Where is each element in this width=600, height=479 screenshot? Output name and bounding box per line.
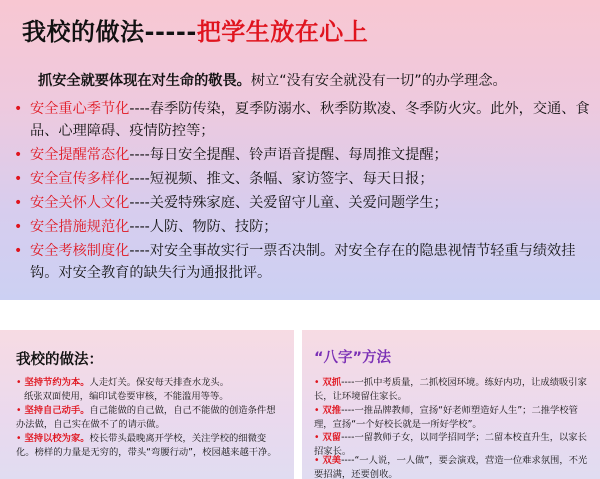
item-key: 安全关怀人文化 bbox=[30, 195, 130, 211]
list-item bbox=[314, 454, 594, 479]
item-key: 安全考核制度化 bbox=[30, 243, 130, 259]
list-item bbox=[314, 376, 594, 403]
item-key: 坚持节约为本。 bbox=[24, 377, 90, 388]
bullet-dot-icon: • bbox=[14, 147, 23, 163]
intro-bold: 抓安全就要体现在对生命的敬畏。 bbox=[38, 73, 251, 89]
item-key: 坚持自己动手。 bbox=[24, 405, 90, 416]
item-text: ----每日安全提醒、铃声语音提醒、每周推文提醒； bbox=[129, 147, 448, 163]
item-key: 坚持以校为家。 bbox=[24, 433, 90, 444]
right-panel-heading: “八字”方法 bbox=[314, 350, 392, 366]
item-text: ----对安全事故实行一票否决制。对安全存在的隐患视情节轻重与绩效挂钩。对安全教育的缺失行为通报批评。 bbox=[30, 243, 576, 281]
intro-rest: 树立“没有安全就没有一切”的办学理念。 bbox=[250, 73, 507, 89]
title-part-2: 把学生放在心上 bbox=[196, 18, 369, 46]
list-item bbox=[16, 404, 284, 431]
item-text: ----关爱特殊家庭、关爱留守儿童、关爱问题学生； bbox=[129, 195, 448, 211]
bullet-dot-icon: • bbox=[14, 219, 23, 235]
bullet-dot-icon: • bbox=[14, 171, 23, 187]
page-title bbox=[22, 12, 368, 47]
item-text: ----一抓中考质量，二抓校园环境。练好内功，让成绩吸引家长，让环境留住家长。 bbox=[314, 377, 587, 402]
item-text: 校长带头最晚离开学校，关注学校的细微变化。榜样的力量是无穷的，带头“弯腰行动”，校园越来越干净。 bbox=[16, 433, 277, 458]
item-key: 安全宣传多样化 bbox=[30, 171, 130, 187]
bullet-dot-icon: • bbox=[14, 101, 23, 117]
item-text: ----短视频、推文、条幅、家访签字、每天日报； bbox=[129, 171, 434, 187]
item-key: 安全重心季节化 bbox=[30, 101, 130, 117]
bullet-dot-icon: • bbox=[314, 405, 323, 416]
bullet-dot-icon: • bbox=[14, 195, 23, 211]
list-item bbox=[314, 404, 594, 431]
intro-line bbox=[38, 70, 507, 90]
item-text: ----一留教师子女，以同学招同学；二留本校直升生，以家长招家长。 bbox=[314, 432, 587, 457]
bullet-dot-icon: • bbox=[314, 377, 323, 388]
item-text: ----“一人说，一人做”，要会演戏，营造一位难求氛围，不光要招满，还要创收。 bbox=[314, 455, 588, 479]
item-key: 双美 bbox=[322, 455, 342, 466]
list-item bbox=[10, 144, 590, 166]
bullet-dot-icon: • bbox=[16, 377, 25, 388]
list-item bbox=[16, 432, 284, 459]
item-key: 双留 bbox=[322, 432, 342, 443]
item-text: 纸张双面使用，编印试卷要审核，不能滥用等等。 bbox=[24, 391, 229, 402]
bullet-dot-icon: • bbox=[314, 455, 323, 466]
left-panel-heading: 我校的做法： bbox=[16, 352, 103, 368]
left-panel bbox=[0, 330, 294, 479]
list-item bbox=[10, 98, 590, 142]
title-part-1: 我校的做法----- bbox=[22, 18, 197, 46]
item-text: 自己能做的自己做，自己不能做的创造条件想办法做，自己实在做不了的请示做。 bbox=[16, 405, 276, 430]
item-text: 人走灯关。保安每天排查水龙头。 bbox=[89, 377, 230, 388]
item-text: ----人防、物防、技防； bbox=[129, 219, 278, 235]
item-key: 安全提醒常态化 bbox=[30, 147, 130, 163]
list-item bbox=[10, 168, 590, 190]
bullet-dot-icon: • bbox=[14, 243, 23, 259]
list-item bbox=[10, 240, 590, 284]
bullet-dot-icon: • bbox=[314, 432, 323, 443]
bullet-dot-icon: • bbox=[16, 433, 25, 444]
list-item bbox=[16, 376, 284, 390]
item-key: 双推 bbox=[322, 405, 342, 416]
practice-list bbox=[10, 98, 590, 286]
list-item bbox=[10, 192, 590, 214]
slide-divider bbox=[0, 300, 600, 330]
list-item bbox=[10, 216, 590, 238]
right-panel bbox=[302, 330, 600, 479]
item-text: ----春季防传染，夏季防溺水、秋季防欺凌、冬季防火灾。此外，交通、食品、心理障碍、疫情防控等； bbox=[30, 101, 590, 139]
item-key: 安全措施规范化 bbox=[30, 219, 130, 235]
list-item bbox=[24, 390, 284, 404]
item-text: ----一推品牌教师，宣扬“好老师塑造好人生”；二推学校管理，宣扬“一个好校长就是一所好学校”。 bbox=[314, 405, 578, 430]
item-key: 双抓 bbox=[322, 377, 342, 388]
bullet-dot-icon: • bbox=[16, 405, 25, 416]
